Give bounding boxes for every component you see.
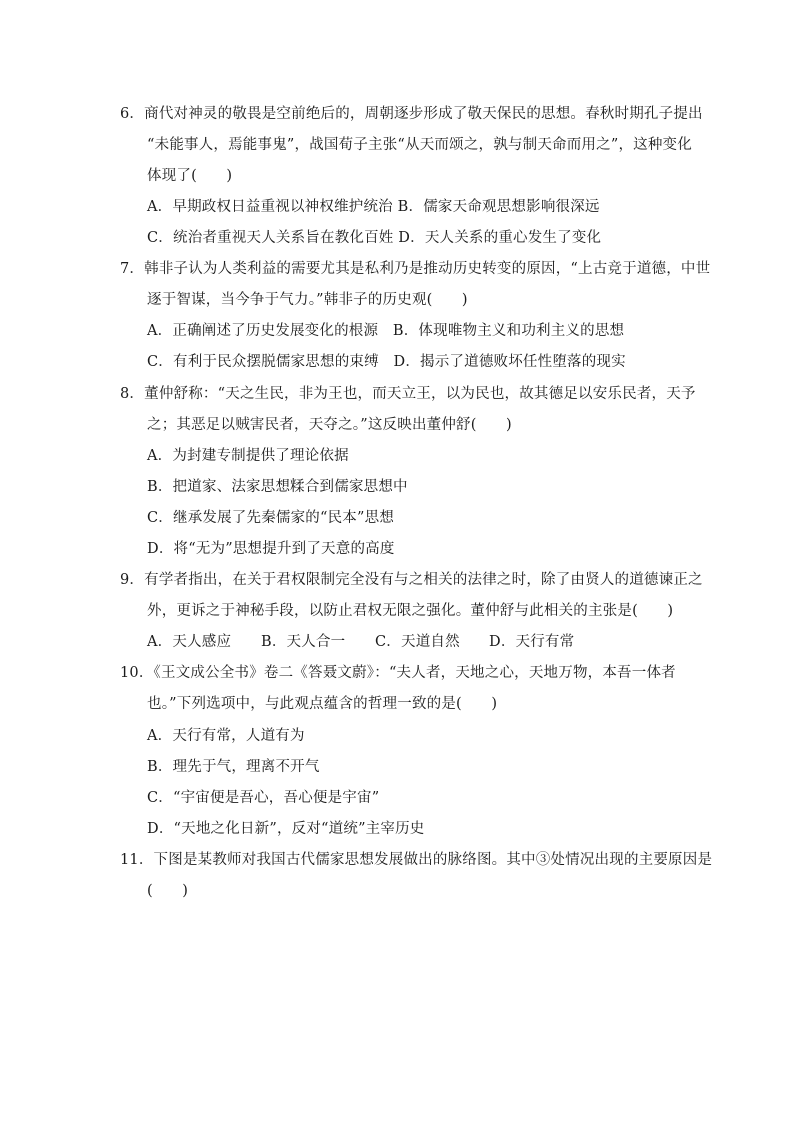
q6-stem-line-1: 6．商代对神灵的敬畏是空前绝后的，周朝逐步形成了敬天保民的思想。春秋时期孔子提出 xyxy=(120,106,703,122)
q10-stem-line-1: 10．《王文成公全书》卷二《答聂文蔚》：“夫人者，天地之心，天地万物，本吾一体者 xyxy=(120,665,676,681)
q6-options-ab: A．早期政权日益重视以神权维护统治 B．儒家天命观思想影响很深远 xyxy=(147,199,600,215)
q9-option-a: A．天人感应 xyxy=(147,634,232,650)
q9-options-row xyxy=(147,632,574,652)
q6-stem-line-2: “未能事人，焉能事鬼”，战国荀子主张“从天而颂之，孰与制天命而用之”，这种变化 xyxy=(147,137,692,153)
q7-stem-line-2: 逐于智谋，当今争于气力。”韩非子的历史观( ) xyxy=(147,292,468,308)
q8-option-a: A．为封建专制提供了理论依据 xyxy=(147,448,349,464)
q8-stem-line-2: 之；其恶足以贼害民者，天夺之。”这反映出董仲舒( ) xyxy=(147,417,512,433)
q10-stem-line-2: 也。”下列选项中，与此观点蕴含的哲理一致的是( ) xyxy=(147,696,498,712)
q9-option-d: D．天行有常 xyxy=(489,634,575,650)
q8-stem-line-1: 8．董仲舒称：“天之生民，非为王也，而天立王，以为民也，故其德足以安乐民者，天予 xyxy=(120,386,696,402)
q9-stem-line-1: 9．有学者指出，在关于君权限制完全没有与之相关的法律之时，除了由贤人的道德谏正之 xyxy=(120,572,703,588)
q8-option-d: D．将“无为”思想提升到了天意的高度 xyxy=(147,541,395,557)
q10-option-b: B．理先于气，理离不开气 xyxy=(147,759,320,775)
q7-options-cd: C．有利于民众摆脱儒家思想的束缚 D．揭示了道德败坏任性堕落的现实 xyxy=(147,354,626,370)
q10-option-a: A．天行有常，人道有为 xyxy=(147,728,305,744)
q11-stem-line-2: ( ) xyxy=(147,883,189,899)
q8-option-c: C．继承发展了先秦儒家的“民本”思想 xyxy=(147,510,395,526)
q10-option-c: C．“宇宙便是吾心，吾心便是宇宙” xyxy=(147,790,380,806)
q7-options-ab: A．正确阐述了历史发展变化的根源 B．体现唯物主义和功利主义的思想 xyxy=(147,323,625,339)
q9-stem-line-2: 外，更诉之于神秘手段，以防止君权无限之强化。董仲舒与此相关的主张是( ) xyxy=(147,603,674,619)
q6-stem-line-3: 体现了( ) xyxy=(147,168,233,184)
q6-options-cd: C．统治者重视天人关系旨在教化百姓 D．天人关系的重心发生了变化 xyxy=(147,230,602,246)
q9-option-b: B．天人合一 xyxy=(261,634,346,650)
q11-stem-line-1: 11．下图是某教师对我国古代儒家思想发展做出的脉络图。其中③处情况出现的主要原因是 xyxy=(120,852,713,868)
q9-option-c: C．天道自然 xyxy=(375,634,460,650)
q8-option-b: B．把道家、法家思想糅合到儒家思想中 xyxy=(147,479,408,495)
q7-stem-line-1: 7．韩非子认为人类利益的需要尤其是私利乃是推动历史转变的原因，“上古竞于道德，中世 xyxy=(120,261,711,277)
q10-option-d: D．“天地之化日新”，反对“道统”主宰历史 xyxy=(147,821,425,837)
